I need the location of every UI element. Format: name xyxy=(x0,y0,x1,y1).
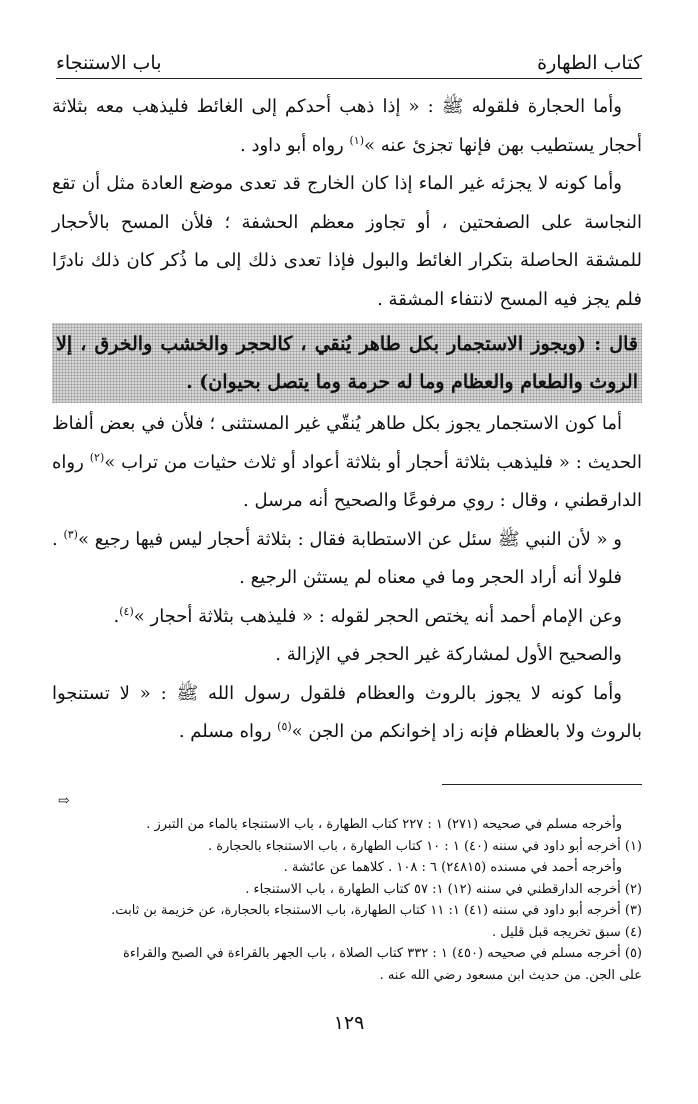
section-title: باب الاستنجاء xyxy=(56,52,162,74)
paragraph-text: رواه أبو داود . xyxy=(240,134,350,156)
paragraph-text: وأما الحجارة فلقوله ﷺ : « إذا ذهب أحدكم إلى الغائط فليذهب معه بثلاثة أحجار يستطيب بهن فإنها تجزئ عنه » xyxy=(52,96,642,156)
paragraph: وأما كونه لا يجزئه غير الماء إذا كان الخارج قد تعدى موضع العادة مثل أن تقع النجاسة على الصفحتين ، أو تجاوز معظم الحشفة ؛ فلأن المسح بالأحجار للمشقة الحاصلة بتكرار الغائط والبول فإذا تعدى ذلك إلى ما ذُكر كان ذلك نادرًا فلم يجز فيه المسح لانتفاء المشقة . xyxy=(52,173,642,310)
footnote-ref: (٤) xyxy=(119,604,134,618)
paragraph-text: و « لأن النبي ﷺ سئل عن الاستطابة فقال : بثلاثة أحجار ليس فيها رجيع » xyxy=(77,528,622,550)
paragraph xyxy=(52,675,642,752)
paragraph xyxy=(52,405,642,521)
chapter-title: كتاب الطهارة xyxy=(537,52,642,74)
footnotes xyxy=(56,814,642,986)
header-divider xyxy=(56,78,642,79)
paragraph-text: وأما كونه لا يجوز بالروث والعظام فلقول رسول الله ﷺ : « لا تستنجوا بالروث ولا بالعظام فإنه زاد إخوانكم من الجن » xyxy=(52,682,642,742)
paragraph xyxy=(52,598,642,637)
footnote-ref: (٥) xyxy=(277,720,292,733)
footnote-ref: (٢) xyxy=(89,450,105,464)
footnote-ref: (١) xyxy=(349,133,364,147)
paragraph xyxy=(52,88,642,165)
paragraph-text: وعن الإمام أحمد أنه يختص الحجر لقوله : « فليذهب بثلاثة أحجار » xyxy=(133,605,622,627)
page-number: ١٢٩ xyxy=(333,1012,365,1034)
footnote-line: وأخرجه أحمد في مسنده (٢٤٨١٥) ٦ : ١٠٨ . كلاهما عن عائشة . xyxy=(283,860,622,875)
paragraph xyxy=(52,521,642,560)
running-header xyxy=(56,46,642,74)
paragraph-text: أما كون الاستجمار يجوز بكل طاهر يُنقّي غير المستثنى ؛ فلأن في بعض ألفاظ الحديث : « فليذهب بثلاثة أحجار أو بثلاثة أعواد أو ثلاث حثيات من تراب » xyxy=(52,413,642,473)
paragraph-text: . xyxy=(52,528,64,550)
footnote-line: (١) أخرجه أبو داود في سننه (٤٠) ١ : ١٠ كتاب الطهارة ، باب الاستنجاء بالحجارة . xyxy=(207,838,642,854)
footnote-line: (٢) أخرجه الدارقطني في سننه (١٢) ١: ٥٧ كتاب الطهارة ، باب الاستنجاء . xyxy=(245,881,642,897)
matn-quote-block: قال : (ويجوز الاستجمار بكل طاهر يُنقي ، كالحجر والخشب والخرق ، إلا الروث والطعام والعظام وما له حرمة وما يتصل بحيوان) . xyxy=(52,323,642,403)
footnote-line: (٣) أخرجه أبو داود في سننه (٤١) ١: ١١ كتاب الطهارة، باب الاستنجاء بالحجارة، عن خزيمة بن ثابت. xyxy=(111,903,642,918)
paragraph-text: . xyxy=(113,605,120,627)
footnote-ref: (٣) xyxy=(63,527,78,541)
continuation-arrow-icon: ⇨ xyxy=(58,793,70,809)
footnote-line: (٤) سبق تخريجه قبل قليل . xyxy=(491,924,642,940)
footnote-divider xyxy=(442,784,642,785)
paragraph-text: رواه الدارقطني ، وقال : روي مرفوعًا والصحيح أنه مرسل . xyxy=(52,451,642,511)
footnote-line: على الجن. من حديث ابن مسعود رضي الله عنه . xyxy=(379,967,642,983)
paragraph: والصحيح الأول لمشاركة غير الحجر في الإزالة . xyxy=(275,644,622,665)
paragraph-text: رواه مسلم . xyxy=(178,721,278,742)
footnote-line: وأخرجه مسلم في صحيحه (٢٧١) ١ : ٢٢٧ كتاب الطهارة ، باب الاستنجاء بالماء من التبرز . xyxy=(146,817,622,832)
paragraph: فلولا أنه أراد الحجر وما في معناه لم يستثن الرجيع . xyxy=(239,567,622,588)
main-text xyxy=(52,88,642,752)
footnote-line: (٥) أخرجه مسلم في صحيحه (٤٥٠) ١ : ٣٣٢ كتاب الصلاة ، باب الجهر بالقراءة في الصبح والقراءة xyxy=(123,946,642,961)
